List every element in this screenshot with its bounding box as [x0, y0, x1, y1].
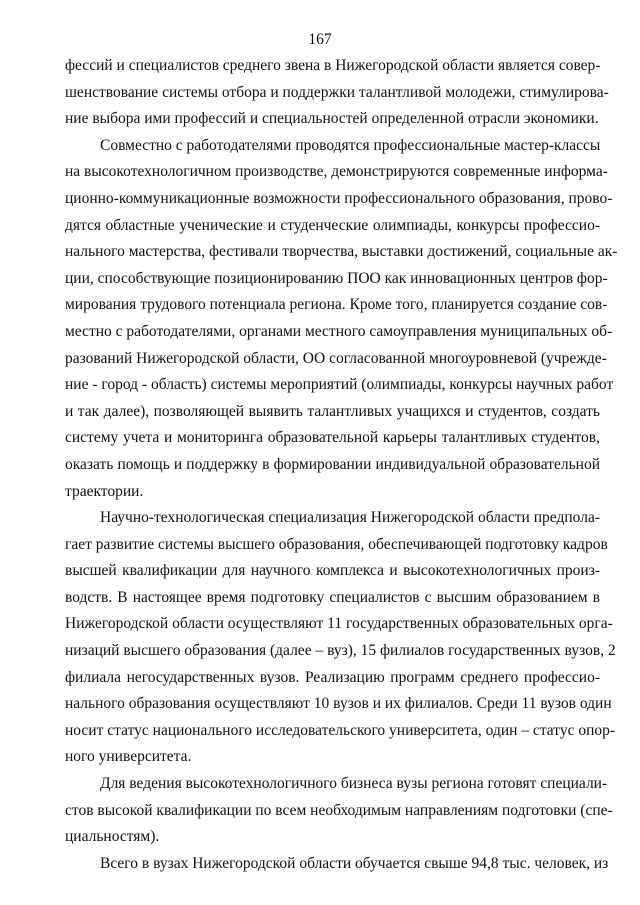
text-line: дятся областные ученические и студенческие олимпиады, конкурсы профессио-: [65, 216, 600, 234]
text-line: нального образования осуществляют 10 вузов и их филиалов. Среди 11 вузов один: [65, 695, 612, 713]
text-line: систему учета и мониторинга образовательной карьеры талантливых студентов,: [65, 429, 600, 447]
text-line: оказать помощь и поддержку в формировании индивидуальной образовательной: [65, 455, 600, 473]
text-line: Совместно с работодателями проводятся профессиональные мастер-классы: [100, 136, 601, 154]
text-line: и так далее), позволяющей выявить талантливых учащихся и студентов, создать: [65, 402, 600, 420]
text-line: высшей квалификации для научного комплекса и высокотехнологичных произ-: [65, 562, 600, 580]
text-line: ции, способствующие позиционированию ПОО как инновационных центров фор-: [65, 269, 608, 287]
body-text: [65, 53, 618, 877]
text-line: Всего в вузах Нижегородской области обучается свыше 94,8 тыс. человек, из: [100, 854, 609, 872]
text-line: низаций высшего образования (далее – вуз), 15 филиалов государственных вузов, 2: [65, 642, 616, 660]
text-line: стов высокой квалификации по всем необходимым направлениям подготовки (спе-: [65, 801, 613, 819]
text-line: траектории.: [65, 482, 144, 500]
text-line: шенствование системы отбора и поддержки талантливой молодежи, стимулирова-: [65, 83, 609, 101]
text-line: ние - город - область) системы мероприятий (олимпиады, конкурсы научных работ: [65, 376, 614, 394]
text-line: Для ведения высокотехнологичного бизнеса вузы региона готовят специали-: [100, 775, 608, 793]
text-line: филиала негосударственных вузов. Реализацию программ среднего профессио-: [65, 668, 600, 686]
text-line: Научно-технологическая специализация Нижегородской области предпола-: [100, 509, 600, 527]
text-line: гает развитие системы высшего образования, обеспечивающей подготовку кадров: [65, 535, 608, 553]
text-line: на высокотехнологичном производстве, демонстрируются современные информа-: [65, 163, 608, 181]
page-number: 167: [308, 31, 332, 48]
text-line: фессий и специалистов среднего звена в Нижегородской области является совер-: [65, 57, 601, 74]
text-line: ние выбора ими профессий и специальностей определенной отрасли экономики.: [65, 110, 599, 128]
text-line: ного университета.: [65, 748, 192, 766]
text-line: носит статус национального исследовательского университета, один – статус опор-: [65, 721, 616, 739]
text-line: мирования трудового потенциала региона. Кроме того, планируется создание сов-: [65, 296, 608, 314]
text-line: Нижегородской области осуществляют 11 государственных образовательных орга-: [65, 615, 613, 633]
text-line: водств. В настоящее время подготовку специалистов с высшим образованием в: [65, 588, 600, 606]
text-line: циальностям).: [65, 828, 160, 846]
text-line: ционно-коммуникационные возможности профессионального образования, прово-: [65, 189, 613, 207]
text-line: местно с работодателями, органами местного самоуправления муниципальных об-: [65, 322, 613, 340]
text-line: разований Нижегородской области, ОО согласованной многоуровневой (учрежде-: [65, 349, 607, 367]
text-line: нального мастерства, фестивали творчества, выставки достижений, социальные ак-: [65, 243, 618, 261]
